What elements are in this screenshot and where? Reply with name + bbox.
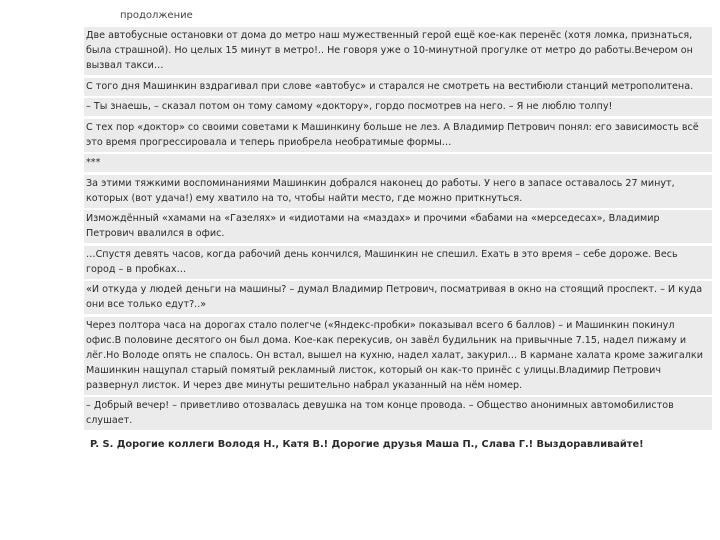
slide-title: продолжение	[120, 10, 193, 21]
paragraph: Измождённый «хамами на «Газелях» и «идиотами на «маздах» и прочими «бабами на «мерседесах», Владимир Петрович ввалился в офис.	[84, 210, 712, 243]
section-separator: ***	[84, 154, 712, 172]
paragraph: Через полтора часа на дорогах стало полегче («Яндекс-пробки» показывал всего 6 баллов) – и Машинкин покинул офис.В половине десятого он был дома. Кое-как перекусив, он завёл будильник на привычные 7.15, надел пижаму и лёг.Но Володе опять не спалось. Он встал, вышел на кухню, надел халат, закурил… В кармане халата кроме зажигалки Машинкин нащупал старый помятый рекламный листок, который он как-то принёс с улицы.Владимир Петрович развернул листок. И через две минуты решительно набрал указанный на нём номер.	[84, 317, 712, 395]
postscript: P. S. Дорогие коллеги Володя Н., Катя В.! Дорогие друзья Маша П., Слава Г.! Выздоравливайте!	[90, 438, 644, 450]
paragraph: Две автобусные остановки от дома до метро наш мужественный герой ещё кое-как перенёс (хотя ломка, признаться, была страшной). Но целых 15 минут в метро!.. Не говоря уже о 10-минутной прогулке от метро до работы.Вечером он вызвал такси…	[84, 27, 712, 75]
paragraph: «И откуда у людей деньги на машины? – думал Владимир Петрович, посматривая в окно на стоящий проспект. – И куда они все только едут?..»	[84, 281, 712, 314]
paragraph: С тех пор «доктор» со своими советами к Машинкину больше не лез. А Владимир Петрович понял: его зависимость всё это время прогрессировала и теперь приобрела необратимые формы…	[84, 119, 712, 152]
paragraph: – Ты знаешь, – сказал потом он тому самому «доктору», гордо посмотрев на него. – Я не люблю толпу!	[84, 98, 712, 116]
story-text	[84, 27, 712, 452]
paragraph: …Спустя девять часов, когда рабочий день кончился, Машинкин не спешил. Ехать в это время – себе дороже. Весь город – в пробках…	[84, 246, 712, 279]
paragraph: – Добрый вечер! – приветливо отозвалась девушка на том конце провода. – Общество анонимных автомобилистов слушает.	[84, 397, 712, 430]
paragraph: С того дня Машинкин вздрагивал при слове «автобус» и старался не смотреть на вестибюли станций метрополитена.	[84, 78, 712, 96]
paragraph: За этими тяжкими воспоминаниями Машинкин добрался наконец до работы. У него в запасе оставалось 27 минут, которых (вот удача!) ему хватило на то, чтобы найти место, где можно приткнуться.	[84, 175, 712, 208]
